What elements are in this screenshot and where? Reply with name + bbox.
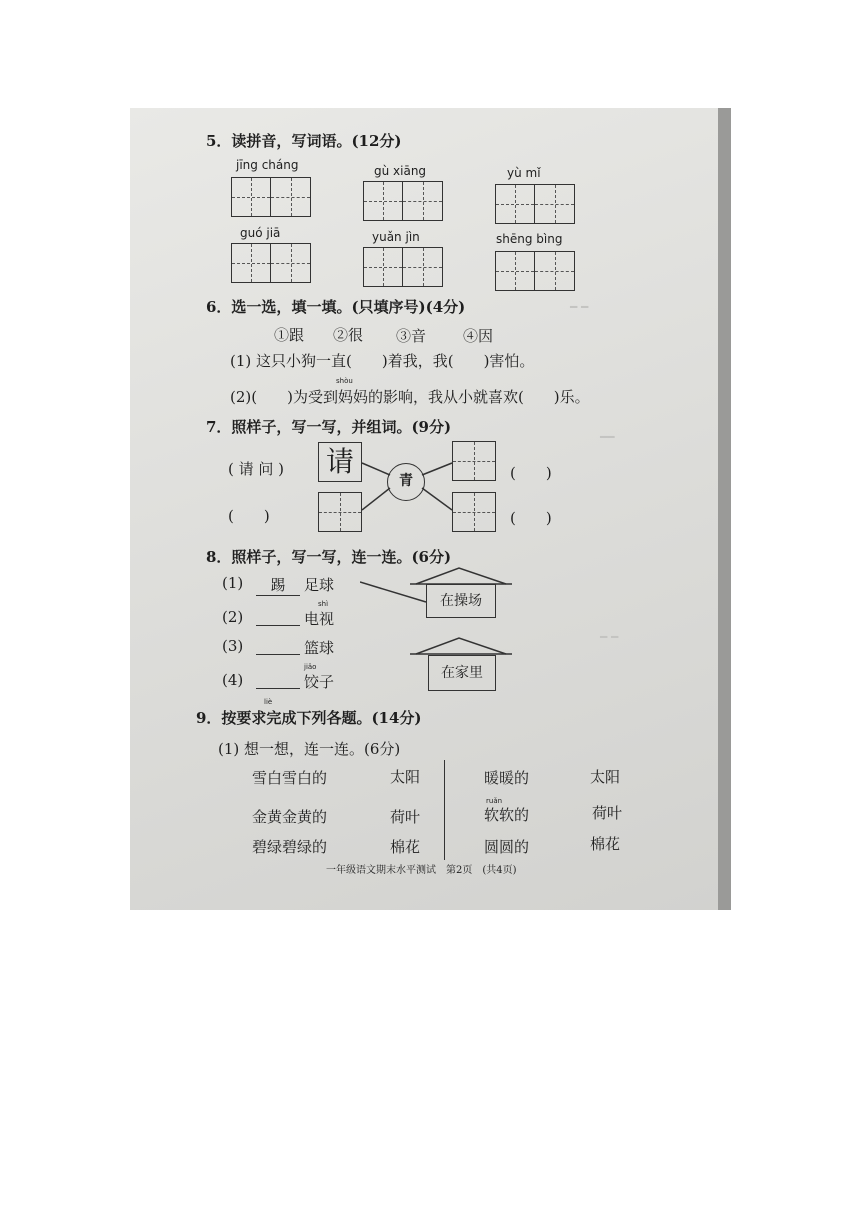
pinyin-label: shēng bìng [496, 232, 563, 246]
verb-blank[interactable] [256, 608, 300, 626]
pinyin-label: yù mǐ [507, 166, 541, 180]
column-divider [444, 760, 445, 860]
writing-grid[interactable] [495, 184, 575, 224]
verb-blank[interactable] [256, 637, 300, 655]
house-label-playground: 在操场 [426, 584, 496, 618]
noun-right: 棉花 [590, 835, 621, 853]
q6-sentence-2: (2)( )为受到妈妈的影响，我从小就喜欢( )乐。 [230, 388, 590, 406]
pinyin-label: guó jiā [240, 226, 281, 240]
pinyin-label: yuǎn jìn [372, 230, 420, 244]
noun-right: 荷叶 [592, 804, 623, 822]
pinyin-annotation: liè [264, 698, 273, 706]
example-character-box: 请 [318, 442, 362, 482]
item-number: (2) [222, 608, 244, 626]
pinyin-annotation: ruǎn [486, 797, 503, 805]
writing-grid[interactable] [231, 177, 311, 217]
verb-blank[interactable] [256, 671, 300, 689]
bleed-through-mark: ━ ━ [600, 630, 619, 644]
q9-title: 9．按要求完成下列各题。(14分) [196, 709, 422, 727]
q5-title: 5．读拼音，写词语。(12分) [206, 132, 402, 150]
adjective-left: 碧绿碧绿的 [252, 838, 328, 856]
option-2: ②很 [333, 326, 364, 344]
option-4: ④因 [463, 327, 494, 345]
noun-right: 太阳 [590, 768, 621, 786]
q8-title: 8．照样子，写一写，连一连。(6分) [206, 548, 452, 566]
noun-left: 棉花 [390, 838, 421, 856]
adjective-right: 圆圆的 [484, 838, 530, 856]
adjective-left: 金黄金黄的 [252, 808, 328, 826]
q7-title: 7．照样子，写一写，并组词。(9分) [206, 418, 452, 436]
answer-blank[interactable]: ( ) [510, 509, 552, 527]
q6-title: 6．选一选，填一填。(只填序号)(4分) [206, 298, 466, 316]
q9-sub1: (1) 想一想，连一连。(6分) [218, 740, 401, 758]
writing-grid[interactable] [231, 243, 311, 283]
noun-left: 太阳 [390, 768, 421, 786]
verb-blank[interactable]: 踢 [256, 574, 300, 596]
bleed-through-mark: ━━ [600, 430, 615, 444]
page-edge-shadow [718, 108, 731, 910]
noun-label: 电视 [304, 610, 335, 628]
item-number: (4) [222, 671, 244, 689]
noun-left: 荷叶 [390, 808, 421, 826]
pinyin-annotation: jiǎo [304, 663, 317, 671]
pinyin-label: jīng cháng [236, 158, 299, 172]
pinyin-label: gù xiāng [374, 164, 427, 178]
writing-grid[interactable] [363, 247, 443, 287]
writing-grid[interactable] [363, 181, 443, 221]
pinyin-annotation: shòu [336, 377, 353, 385]
noun-label: 篮球 [304, 639, 335, 657]
item-number: (1) [222, 574, 244, 592]
pinyin-annotation: shì [318, 600, 329, 608]
option-1: ①跟 [274, 326, 305, 344]
answer-blank[interactable]: ( ) [228, 507, 270, 525]
item-number: (3) [222, 637, 244, 655]
adjective-right: 暖暖的 [484, 769, 530, 787]
option-3: ③音 [396, 327, 427, 345]
writing-grid[interactable] [495, 251, 575, 291]
noun-label: 饺子 [304, 673, 335, 691]
example-word: ( 请 问 ) [228, 460, 285, 478]
noun-label: 足球 [304, 576, 335, 594]
bleed-through-mark: ━ ━ [570, 300, 589, 314]
adjective-left: 雪白雪白的 [252, 769, 328, 787]
center-character-circle: 青 [387, 463, 425, 501]
q6-sentence-1: (1) 这只小狗一直( )着我，我( )害怕。 [230, 352, 535, 370]
page-footer: 一年级语文期末水平测试 第2页 (共4页) [326, 865, 517, 876]
answer-blank[interactable]: ( ) [510, 464, 552, 482]
house-label-home: 在家里 [428, 655, 496, 691]
adjective-right: 软软的 [484, 806, 530, 824]
